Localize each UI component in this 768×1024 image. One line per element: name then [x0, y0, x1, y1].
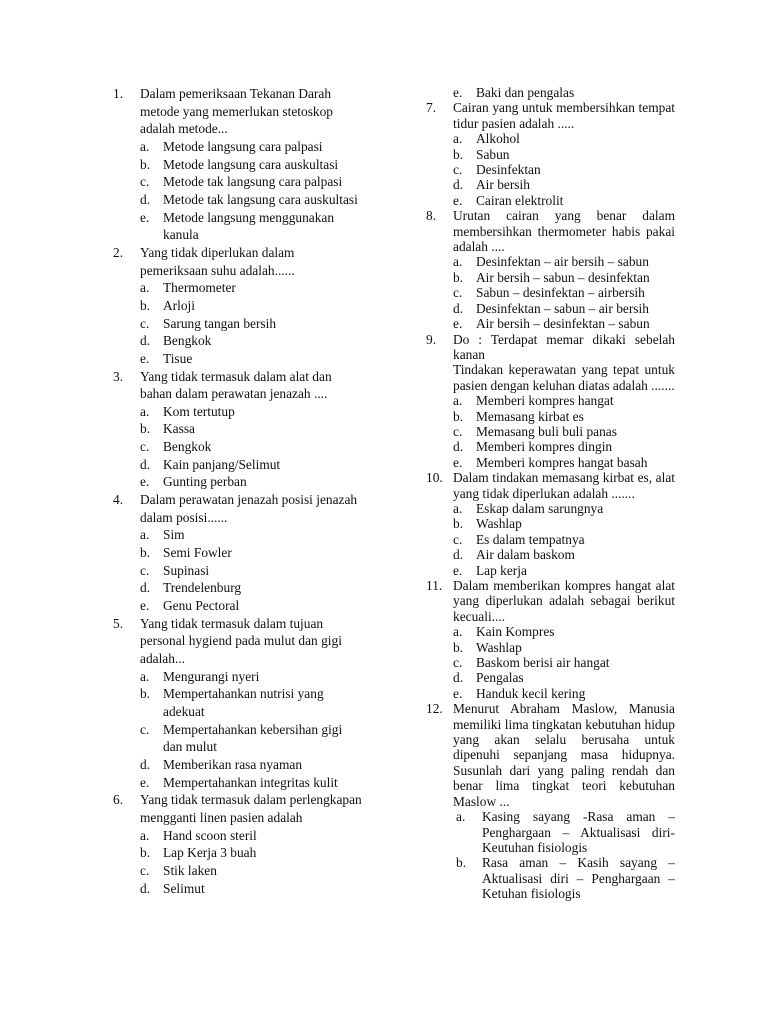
option-letter: d.: [453, 547, 464, 563]
option-item: [140, 156, 363, 174]
option-text: Kain Kompres: [476, 624, 555, 640]
option-item: [140, 473, 363, 491]
left-column: [113, 85, 363, 897]
option-letter: b.: [453, 269, 464, 285]
option-item: [453, 532, 675, 547]
option-letter: d.: [140, 456, 151, 472]
option-item: [140, 420, 363, 438]
question-number: 12.: [426, 701, 443, 717]
option-text: Metode langsung menggunakan kanula: [163, 209, 335, 243]
option-letter: b.: [140, 421, 151, 437]
option-text: Semi Fowler: [163, 545, 232, 561]
option-letter: e.: [453, 192, 463, 208]
option-letter: a.: [453, 131, 463, 147]
option-item: [453, 301, 675, 316]
option-item: [453, 131, 675, 146]
option-text: Sarung tangan bersih: [163, 315, 277, 331]
option-letter: e.: [453, 685, 463, 701]
question-text: Yang tidak diperlukan dalam pemeriksaan suhu adalah......: [140, 244, 295, 278]
option-text: Kain panjang/Selimut: [163, 456, 281, 472]
option-letter: e.: [453, 454, 463, 470]
question-text: Yang tidak termasuk dalam perlengkapan mengganti linen pasien adalah: [140, 792, 362, 825]
question-11: [426, 578, 675, 701]
option-item: [140, 544, 363, 562]
option-letter: a.: [453, 254, 463, 270]
option-letter: b.: [140, 845, 151, 861]
question-number: 7.: [426, 100, 437, 116]
option-text: Supinasi: [163, 562, 210, 578]
option-item: [453, 455, 675, 470]
question-2: [113, 244, 363, 368]
option-text: Eskap dalam sarungnya: [476, 500, 604, 516]
option-letter: b.: [456, 855, 467, 871]
option-letter: b.: [453, 516, 464, 532]
question-text: Menurut Abraham Maslow, Manusia memiliki lima tingkatan kebutuhan hidup yang akan selalu berusaha untuk dipenuhi sepanjang masa hidupnya. Susunlah dari yang paling rendah dan benar lima tingkat teori kebutuhan Maslow ...: [453, 701, 675, 809]
option-letter: a.: [140, 403, 150, 419]
question-text-secondary: Tindakan keperawatan yang tepat untuk pasien dengan keluhan diatas adalah .......: [453, 362, 675, 393]
option-letter: e.: [140, 209, 150, 225]
option-item: [140, 668, 363, 686]
option-item: [453, 563, 675, 578]
question-10: [426, 470, 675, 578]
option-text: Memberi kompres dingin: [476, 439, 613, 455]
option-letter: b.: [140, 297, 151, 313]
option-text: Memberikan rasa nyaman: [163, 756, 303, 772]
option-item: [140, 438, 363, 456]
option-letter: b.: [453, 146, 464, 162]
option-text: Metode langsung cara palpasi: [163, 138, 323, 154]
option-letter: a.: [456, 809, 466, 825]
option-text: Thermometer: [163, 280, 236, 296]
option-text: Air bersih – desinfektan – sabun: [476, 316, 650, 332]
option-text: Cairan elektrolit: [476, 192, 564, 208]
option-letter: b.: [140, 686, 151, 702]
option-text: Rasa aman – Kasih sayang – Aktualisasi diri – Penghargaan – Ketuhan fisiologis: [482, 855, 675, 902]
option-item: [453, 193, 675, 208]
option-text: Lap Kerja 3 buah: [163, 845, 257, 861]
option-text: Stik laken: [163, 862, 217, 878]
question-text-block: [453, 332, 675, 394]
option-text: Lap kerja: [476, 562, 527, 578]
option-item: [453, 409, 675, 424]
option-text: Metode tak langsung cara palpasi: [163, 174, 343, 190]
option-letter: e.: [453, 562, 463, 578]
option-text: Kom tertutup: [163, 403, 235, 419]
option-item: [453, 655, 675, 670]
option-text: Mempertahankan nutrisi yang adekuat: [163, 686, 324, 719]
option-item: [140, 209, 363, 244]
option-letter: c.: [453, 423, 463, 439]
option-letter: a.: [453, 393, 463, 409]
question-number: 6.: [113, 792, 124, 808]
option-item: [140, 827, 363, 845]
question-8: [426, 208, 675, 331]
option-letter: b.: [140, 545, 151, 561]
option-item: [453, 393, 675, 408]
option-letter: d.: [140, 880, 151, 896]
option-text: Trendelenburg: [163, 580, 242, 596]
option-letter: c.: [140, 315, 150, 331]
option-text: Baki dan pengalas: [476, 85, 575, 100]
option-item: [140, 297, 363, 315]
option-text: Air dalam baskom: [476, 547, 575, 563]
question-6-continuation: [426, 85, 675, 100]
option-letter: c.: [453, 531, 463, 547]
question-12: [426, 701, 675, 901]
option-item: [140, 862, 363, 880]
option-item: [140, 403, 363, 421]
option-text: Selimut: [163, 880, 205, 896]
option-text: Pengalas: [476, 670, 524, 686]
question-number: 11.: [426, 578, 443, 593]
option-text: Air bersih – sabun – desinfektan: [476, 269, 650, 285]
question-3: [113, 368, 363, 492]
option-letter: d.: [453, 300, 464, 316]
option-text: Bengkok: [163, 333, 212, 349]
option-text: Alkohol: [476, 131, 520, 147]
option-item: [453, 270, 675, 285]
question-6: [113, 791, 363, 897]
option-letter: c.: [453, 162, 463, 178]
question-1: [113, 85, 363, 244]
option-letter: c.: [140, 862, 150, 878]
option-text: Handuk kecil kering: [476, 685, 586, 701]
option-letter: e.: [453, 316, 463, 332]
question-text: Do : Terdapat memar dikaki sebelah kanan: [453, 331, 675, 362]
option-item: [453, 254, 675, 269]
question-text: Yang tidak termasuk dalam tujuan personal hygiend pada mulut dan gigi adalah...: [140, 615, 342, 666]
option-item: [453, 147, 675, 162]
option-text: Metode langsung cara auskultasi: [163, 156, 339, 172]
option-letter: b.: [453, 408, 464, 424]
option-text: Washlap: [476, 639, 522, 655]
option-letter: d.: [453, 177, 464, 193]
option-text: Memasang buli buli panas: [476, 423, 617, 439]
option-item: [140, 597, 363, 615]
option-item: [453, 855, 675, 901]
option-letter: d.: [140, 191, 151, 207]
question-number: 1.: [113, 86, 124, 101]
option-item: [453, 640, 675, 655]
option-letter: c.: [140, 562, 150, 578]
option-letter: c.: [140, 439, 150, 455]
option-item: [453, 285, 675, 300]
option-text: Sabun: [476, 146, 510, 162]
option-letter: d.: [140, 580, 151, 596]
option-text: Washlap: [476, 516, 522, 532]
right-column: [426, 85, 675, 902]
option-item: [140, 756, 363, 774]
option-letter: a.: [140, 827, 150, 843]
option-text: Kassa: [163, 421, 195, 437]
option-letter: c.: [453, 655, 463, 671]
question-text: Dalam perawatan jenazah posisi jenazah dalam posisi......: [140, 492, 358, 525]
option-item: [140, 579, 363, 597]
option-text: Memberi kompres hangat: [476, 393, 614, 409]
option-text: Es dalam tempatnya: [476, 531, 585, 547]
option-item: [140, 191, 363, 209]
option-item: [453, 501, 675, 516]
option-text: Desinfektan – air bersih – sabun: [476, 254, 649, 270]
option-item: [140, 315, 363, 333]
option-letter: e.: [140, 474, 150, 490]
option-item: [453, 85, 675, 100]
option-letter: c.: [140, 721, 150, 737]
option-text: Kasing sayang -Rasa aman – Penghargaan – Aktualisasi diri- Keutuhan fisiologis: [482, 809, 675, 855]
option-item: [140, 526, 363, 544]
option-item: [140, 844, 363, 862]
question-number: 9.: [426, 331, 437, 347]
option-text: Desinfektan – sabun – air bersih: [476, 300, 649, 316]
option-item: [140, 774, 363, 792]
option-text: Memasang kirbat es: [476, 408, 584, 424]
option-text: Desinfektan: [476, 162, 541, 178]
option-text: Arloji: [163, 297, 195, 313]
option-text: Mempertahankan integritas kulit: [163, 774, 338, 790]
option-item: [140, 332, 363, 350]
option-letter: b.: [453, 639, 464, 655]
question-number: 5.: [113, 615, 124, 631]
question-text: Dalam tindakan memasang kirbat es, alat yang tidak diperlukan adalah .......: [453, 470, 675, 501]
question-5: [113, 615, 363, 792]
option-letter: d.: [140, 333, 151, 349]
option-letter: a.: [140, 280, 150, 296]
question-number: 4.: [113, 492, 124, 508]
option-item: [140, 456, 363, 474]
option-text: Metode tak langsung cara auskultasi: [163, 191, 358, 207]
option-text: Mengurangi nyeri: [163, 668, 260, 684]
option-letter: a.: [140, 527, 150, 543]
option-text: Mempertahankan kebersihan gigi dan mulut: [163, 721, 343, 755]
option-text: Baskom berisi air hangat: [476, 655, 610, 671]
question-9: [426, 332, 675, 471]
option-item: [140, 350, 363, 368]
question-number: 3.: [113, 368, 124, 384]
option-letter: d.: [140, 756, 151, 772]
question-4: [113, 491, 363, 615]
option-item: [453, 162, 675, 177]
option-item: [140, 685, 363, 720]
question-text: Dalam memberikan kompres hangat alat yang diperlukan adalah sebagai berikut kecuali....: [453, 578, 675, 624]
option-item: [453, 424, 675, 439]
option-item: [453, 516, 675, 531]
option-item: [453, 177, 675, 192]
option-letter: a.: [453, 500, 463, 516]
option-text: Memberi kompres hangat basah: [476, 454, 648, 470]
option-letter: d.: [453, 670, 464, 686]
option-item: [140, 880, 363, 898]
option-item: [140, 562, 363, 580]
question-number: 2.: [113, 244, 124, 260]
option-letter: b.: [140, 156, 151, 172]
option-item: [453, 809, 675, 855]
question-text: Cairan yang untuk membersihkan tempat tidur pasien adalah .....: [453, 100, 675, 131]
option-item: [453, 316, 675, 331]
option-item: [140, 279, 363, 297]
question-number: 10.: [426, 470, 443, 486]
option-text: Bengkok: [163, 439, 212, 455]
option-item: [140, 173, 363, 191]
question-text: Yang tidak termasuk dalam alat dan bahan dalam perawatan jenazah ....: [140, 368, 332, 402]
option-letter: e.: [140, 598, 150, 614]
option-item: [140, 721, 363, 756]
option-letter: c.: [453, 285, 463, 301]
option-letter: c.: [140, 174, 150, 190]
option-item: [140, 138, 363, 156]
option-item: [453, 686, 675, 701]
option-letter: a.: [453, 624, 463, 640]
option-letter: a.: [140, 138, 150, 154]
option-letter: a.: [140, 668, 150, 684]
option-letter: e.: [140, 350, 150, 366]
option-item: [453, 624, 675, 639]
option-letter: d.: [453, 439, 464, 455]
question-7: [426, 100, 675, 208]
option-item: [453, 439, 675, 454]
option-text: Sabun – desinfektan – airbersih: [476, 285, 645, 301]
option-item: [453, 670, 675, 685]
question-text: Urutan cairan yang benar dalam membersihkan thermometer habis pakai adalah ....: [453, 208, 675, 255]
question-text: Dalam pemeriksaan Tekanan Darah metode yang memerlukan stetoskop adalah metode...: [140, 86, 334, 137]
option-text: Tisue: [163, 350, 193, 366]
option-text: Air bersih: [476, 177, 530, 193]
option-letter: e.: [453, 85, 463, 100]
option-text: Genu Pectoral: [163, 598, 240, 614]
option-text: Sim: [163, 527, 185, 543]
question-number: 8.: [426, 208, 437, 224]
option-text: Hand scoon steril: [163, 827, 257, 843]
option-letter: e.: [140, 774, 150, 790]
option-text: Gunting perban: [163, 474, 247, 490]
option-item: [453, 547, 675, 562]
